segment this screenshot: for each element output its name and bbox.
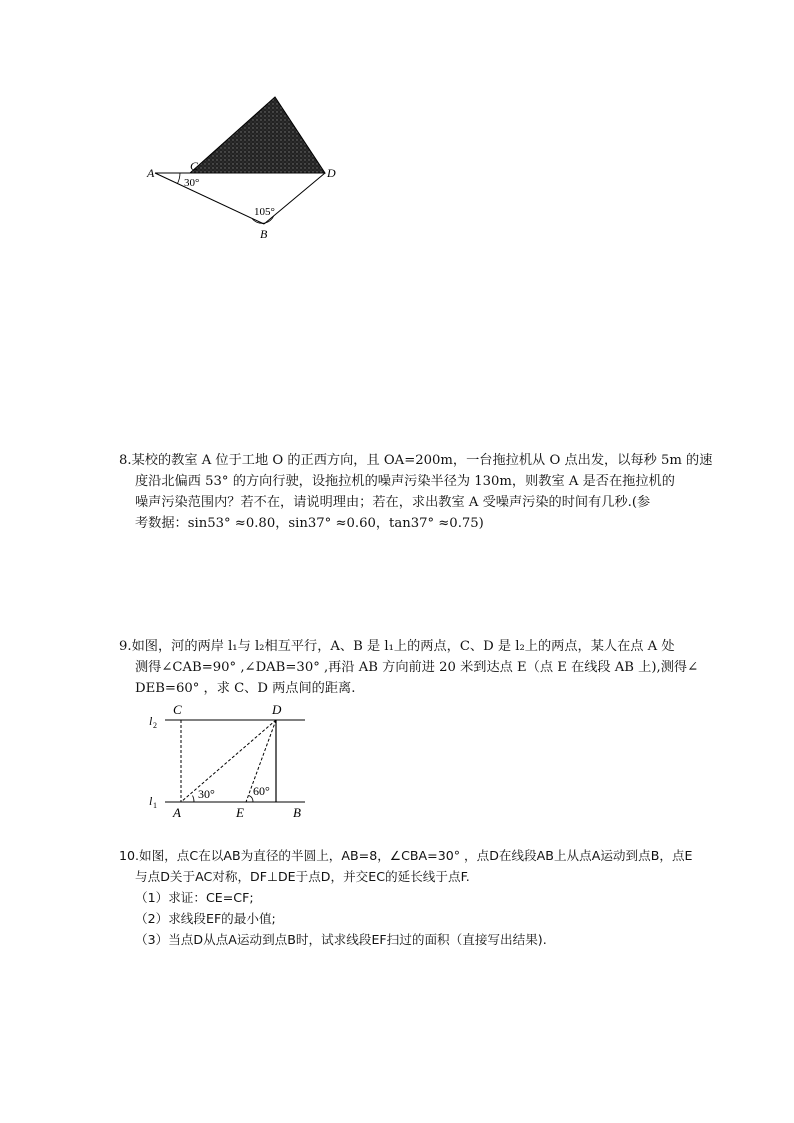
label-a: A — [147, 166, 155, 180]
q8-line-2: 度沿北偏西 53° 的方向行驶，设拖拉机的噪声污染半径为 130m，则教室 A 是否在拖拉机的 — [135, 474, 675, 489]
angle-arc-30 — [193, 796, 195, 803]
label-l1-sub: 1 — [153, 801, 157, 810]
label-c: C — [173, 702, 182, 717]
angle-30-label: 30° — [184, 177, 200, 189]
angle-30-label: 30° — [198, 787, 215, 801]
label-l2-sub: 2 — [153, 721, 157, 730]
question-8 — [119, 450, 712, 534]
q10-sub-2: （2）求线段EF的最小值; — [135, 911, 276, 926]
q9-line-1: 9.如图，河的两岸 l₁与 l₂相互平行，A、B 是 l₁上的两点，C、D 是 l₂上的两点，某人在点 A 处 — [119, 639, 675, 654]
label-a: A — [173, 805, 181, 820]
label-b: B — [260, 227, 268, 241]
label-d: D — [272, 702, 282, 717]
label-b: B — [293, 805, 301, 820]
q10-sub-1: （1）求证：CE=CF; — [135, 890, 254, 905]
angle-arc-a — [178, 173, 181, 184]
question-10 — [119, 845, 693, 950]
q9-line-2: 测得∠CAB=90° ,∠DAB=30° ,再沿 AB 方向前进 20 米到达点 E（点 E 在线段 AB 上),测得∠ — [135, 660, 699, 675]
label-e: E — [236, 805, 244, 820]
figure-river — [140, 700, 320, 822]
mountain-shape — [190, 97, 325, 173]
q8-line-4: 考数据：sin53° ≈0.80，sin37° ≈0.60，tan37° ≈0.75) — [135, 516, 484, 531]
q9-line-3: DEB=60° ，求 C、D 两点间的距离. — [135, 681, 356, 696]
label-l1: l — [149, 794, 153, 808]
q8-line-3: 噪声污染范围内？若不在，请说明理由；若在，求出教室 A 受噪声污染的时间有几秒.(参 — [135, 495, 651, 510]
angle-105-label: 105° — [254, 206, 275, 218]
question-9 — [119, 636, 698, 699]
line-ab — [155, 173, 264, 224]
angle-60-label: 60° — [253, 784, 270, 798]
label-c: C — [190, 159, 199, 173]
figure-mountain — [140, 95, 340, 245]
q10-line-2: 与点D关于AC对称，DF⊥DE于点D，并交EC的延长线于点F. — [135, 869, 470, 884]
q10-sub-3: （3）当点D从点A运动到点B时，试求线段EF扫过的面积（直接写出结果). — [135, 932, 547, 947]
label-d: D — [327, 166, 336, 180]
q10-line-1: 10.如图，点C在以AB为直径的半圆上，AB=8，∠CBA=30° ，点D在线段AB上从点A运动到点B，点E — [119, 848, 693, 863]
label-l2: l — [149, 714, 153, 728]
q8-line-1: 8.某校的教室 A 位于工地 O 的正西方向，且 OA=200m，一台拖拉机从 O 点出发，以每秒 5m 的速 — [119, 453, 713, 468]
